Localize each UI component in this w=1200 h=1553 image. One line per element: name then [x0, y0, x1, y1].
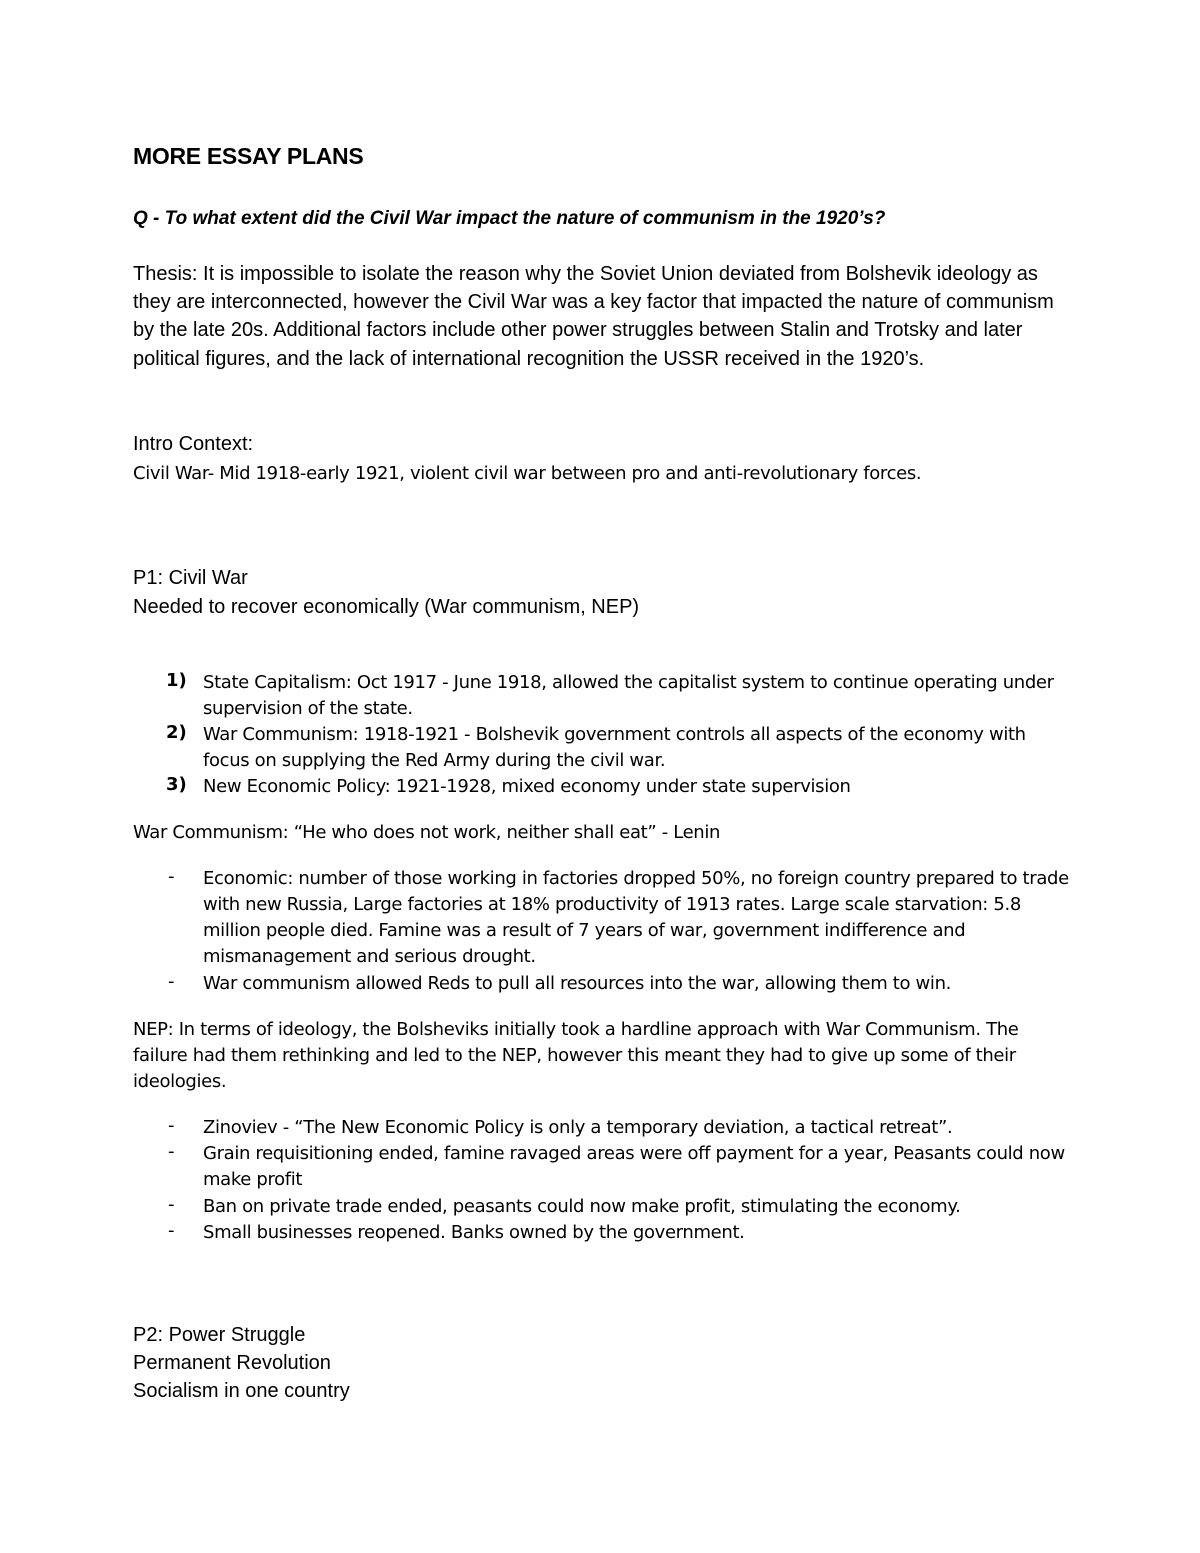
nep-paragraph: NEP: In terms of ideology, the Bolsheviks initially took a hardline approach with War Communism. The failure had them rethinking and led to the NEP, however this meant they had to give up some of their ideologies. [133, 1019, 1019, 1092]
numbered-item-state-capitalism: State Capitalism: Oct 1917 - June 1918, allowed the capitalist system to continue operating under supervision of the state. [203, 672, 1054, 719]
war-communism-quote: War Communism: “He who does not work, neither shall eat” - Lenin [133, 822, 721, 843]
numbered-marker: 1) [166, 670, 187, 691]
p1-heading: P1: Civil War [133, 567, 248, 589]
dash-marker: - [168, 971, 175, 992]
intro-heading: Intro Context: [133, 433, 254, 455]
nep-point-grain: Grain requisitioning ended, famine ravaged areas were off payment for a year, Peasants could now make profit [203, 1143, 1065, 1190]
essay-question: Q - To what extent did the Civil War impact the nature of communism in the 1920’s? [133, 208, 886, 229]
nep-point-small-businesses: Small businesses reopened. Banks owned by the government. [203, 1222, 745, 1243]
dash-marker: - [168, 1141, 175, 1162]
p2-permanent-revolution: Permanent Revolution [133, 1352, 331, 1374]
dash-marker: - [168, 1115, 175, 1136]
war-communism-point-economic: Economic: number of those working in factories dropped 50%, no foreign country prepared to trade with new Russia, Large factories at 18% productivity of 1913 rates. Large scale starvation: 5.8 million people died. Famine was a result of 7 years of war, government indifference and mismanagement and serious drought. [203, 868, 1069, 967]
numbered-marker: 2) [166, 722, 187, 743]
dash-marker: - [168, 1194, 175, 1215]
intro-civil-war-line: Civil War- Mid 1918-early 1921, violent civil war between pro and anti-revolutionary forces. [133, 463, 922, 484]
numbered-marker: 3) [166, 774, 187, 795]
page-title: MORE ESSAY PLANS [133, 143, 364, 169]
p2-socialism-one-country: Socialism in one country [133, 1380, 350, 1402]
p1-subheading: Needed to recover economically (War communism, NEP) [133, 596, 640, 618]
thesis-paragraph: Thesis: It is impossible to isolate the reason why the Soviet Union deviated from Bolshevik ideology as they are interconnected, however the Civil War was a key factor that impacted the nature of communism by the late 20s. Additional factors include other power struggles between Stalin and Trotsky and later political figures, and the lack of international recognition the USSR received in the 1920’s. [133, 263, 1054, 370]
war-communism-point-resources: War communism allowed Reds to pull all resources into the war, allowing them to win. [203, 973, 951, 994]
dash-marker: - [168, 866, 175, 887]
numbered-item-war-communism: War Communism: 1918-1921 - Bolshevik government controls all aspects of the economy with focus on supplying the Red Army during the civil war. [203, 724, 1026, 771]
p2-heading: P2: Power Struggle [133, 1324, 306, 1346]
nep-point-zinoviev: Zinoviev - “The New Economic Policy is only a temporary deviation, a tactical retreat”. [203, 1117, 953, 1138]
dash-marker: - [168, 1220, 175, 1241]
numbered-item-nep: New Economic Policy: 1921-1928, mixed economy under state supervision [203, 776, 851, 797]
nep-point-private-trade: Ban on private trade ended, peasants could now make profit, stimulating the economy. [203, 1196, 961, 1217]
